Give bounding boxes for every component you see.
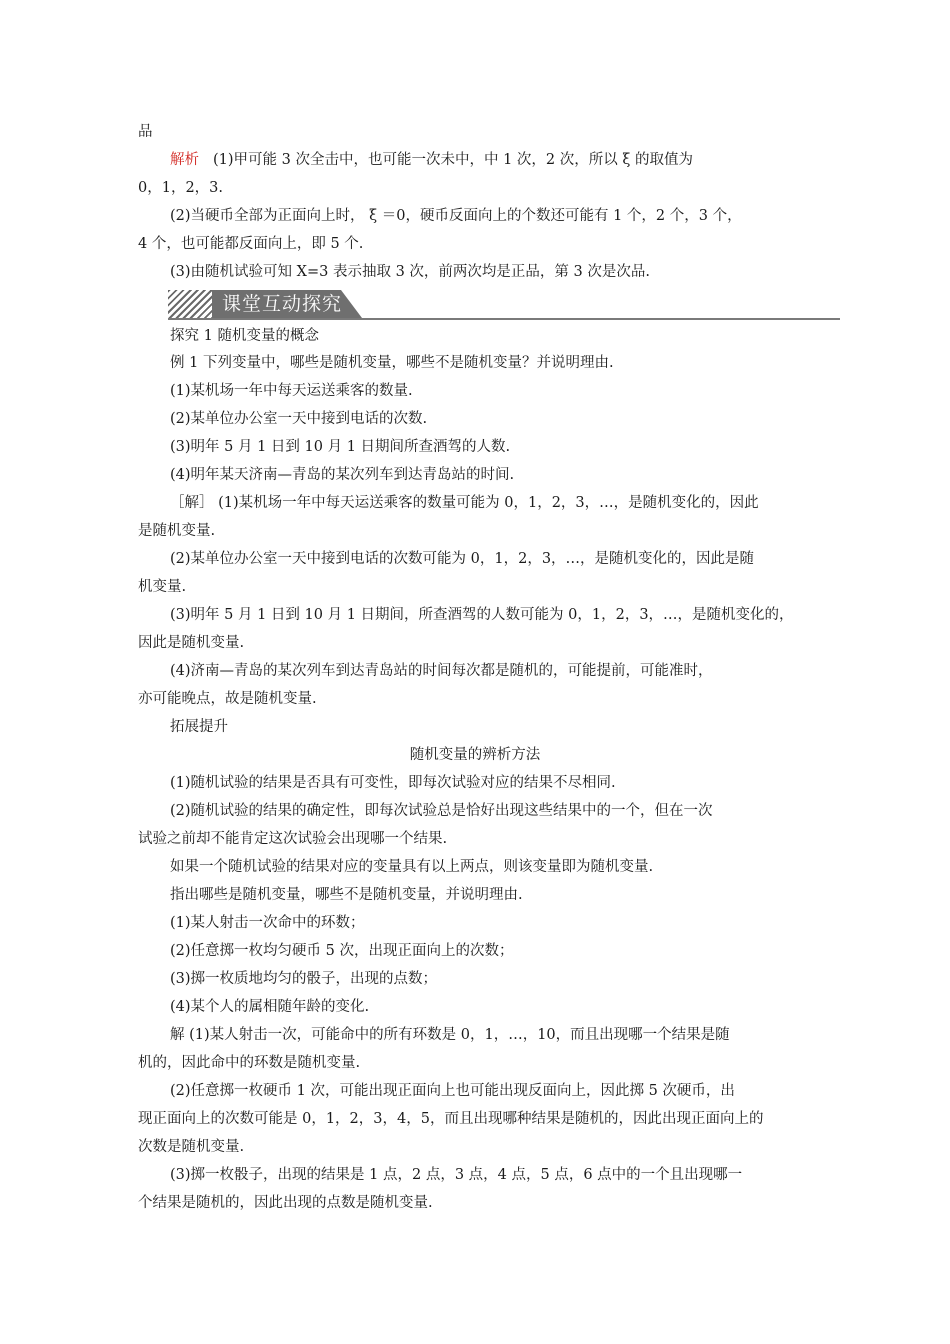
text-line: 因此是随机变量.	[138, 635, 245, 651]
text-line: (1)某人射击一次命中的环数；	[170, 915, 365, 931]
text-line: (2)某单位办公室一天中接到电话的次数可能为 0，1，2，3，…，是随机变化的，因此是随	[170, 551, 755, 567]
text-line: 4 个，也可能都反面向上，即 5 个.	[138, 236, 364, 252]
text-line: 试验之前却不能肯定这次试验会出现哪一个结果.	[138, 831, 448, 847]
analysis-text: (1)甲可能 3 次全击中，也可能一次未中，中 1 次，2 次，所以 ξ 的取值为	[213, 152, 693, 168]
text-line: (3)明年 5 月 1 日到 10 月 1 日期间所查酒驾的人数.	[170, 439, 511, 455]
text-line: (2)某单位办公室一天中接到电话的次数.	[170, 411, 428, 427]
text-line: 指出哪些是随机变量，哪些不是随机变量，并说明理由.	[170, 887, 523, 903]
text-line: 0，1，2，3.	[138, 180, 224, 196]
text-line: (3)掷一枚骰子，出现的结果是 1 点，2 点，3 点，4 点，5 点，6 点中的一个且出现哪一	[170, 1167, 743, 1183]
section-title: 课堂互动探究	[222, 293, 343, 315]
text-line: 机变量.	[138, 579, 187, 595]
text-line: 探究 1 随机变量的概念	[170, 328, 319, 344]
banner-stripes	[168, 290, 214, 318]
text-line: 机的，因此命中的环数是随机变量.	[138, 1055, 361, 1071]
text-line: (3)掷一枚质地均匀的骰子，出现的点数；	[170, 971, 438, 987]
text-line: (2)随机试验的结果的确定性，即每次试验总是恰好出现这些结果中的一个，但在一次	[170, 803, 713, 819]
text-line: 现正面向上的次数可能是 0，1，2，3，4，5，而且出现哪种结果是随机的，因此出现正面向上的	[138, 1111, 764, 1127]
text-line: (4)某个人的属相随年龄的变化.	[170, 999, 370, 1015]
text-line: 例 1 下列变量中，哪些是随机变量，哪些不是随机变量？并说明理由.	[170, 355, 614, 371]
text-line: (1)随机试验的结果是否具有可变性，即每次试验对应的结果不尽相同.	[170, 775, 616, 791]
analysis-label: 解析	[170, 152, 199, 168]
analysis-line	[170, 150, 693, 170]
text-line: (2)任意掷一枚均匀硬币 5 次，出现正面向上的次数；	[170, 943, 514, 959]
text-line: 个结果是随机的，因此出现的点数是随机变量.	[138, 1195, 433, 1211]
text-line: (3)由随机试验可知 X=3 表示抽取 3 次，前两次均是正品，第 3 次是次品.	[170, 264, 650, 280]
text-line: (2)任意掷一枚硬币 1 次，可能出现正面向上也可能出现反面向上，因此掷 5 次硬币，出	[170, 1083, 735, 1099]
text-line: 解 (1)某人射击一次，可能命中的所有环数是 0，1，…，10，而且出现哪一个结果是随	[170, 1027, 730, 1043]
text-line: (4)明年某天济南—青岛的某次列车到达青岛站的时间.	[170, 467, 515, 483]
section-banner	[168, 288, 840, 320]
text-line: 拓展提升	[170, 719, 228, 735]
subheading: 随机变量的辨析方法	[409, 747, 541, 763]
text-line: (4)济南—青岛的某次列车到达青岛站的时间每次都是随机的，可能提前，可能准时，	[170, 663, 713, 679]
text-line: (3)明年 5 月 1 日到 10 月 1 日期间，所查酒驾的人数可能为 0，1，2，3，…，是随机变化的，	[170, 607, 794, 623]
text-line: 品	[138, 124, 153, 140]
text-line: 次数是随机变量.	[138, 1139, 245, 1155]
banner-rule	[168, 318, 840, 320]
text-line: (1)某机场一年中每天运送乘客的数量.	[170, 383, 413, 399]
text-line: 如果一个随机试验的结果对应的变量具有以上两点，则该变量即为随机变量.	[170, 859, 654, 875]
text-line: ［解］ (1)某机场一年中每天运送乘客的数量可能为 0，1，2，3，…，是随机变化的，因此	[170, 495, 759, 511]
text-line: 亦可能晚点，故是随机变量.	[138, 691, 317, 707]
text-line: (2)当硬币全部为正面向上时， ξ ＝0，硬币反面向上的个数还可能有 1 个，2 个，3 个，	[170, 208, 742, 224]
text-line: 是随机变量.	[138, 523, 216, 539]
